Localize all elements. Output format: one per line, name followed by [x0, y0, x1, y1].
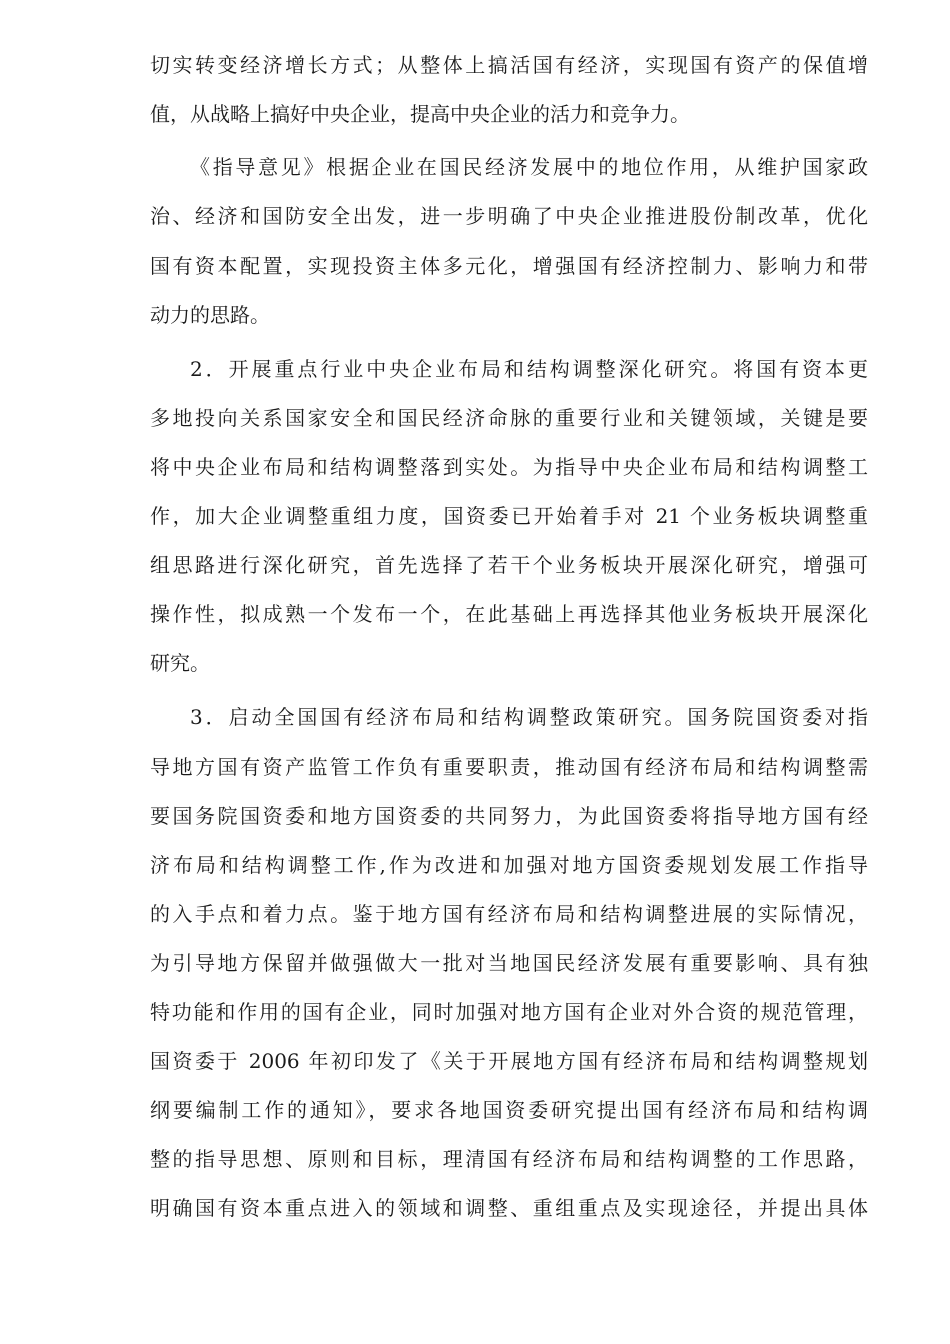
paragraph-3-line-1: 2．开展重点行业中央企业布局和结构调整深化研究。将国有资本更 [190, 357, 868, 381]
paragraph-4-line-8: 国资委于 2006 年初印发了《关于开展地方国有经济布局和结构调整规划 [150, 1049, 868, 1073]
paragraph-3-line-4: 作，加大企业调整重组力度，国资委已开始着手对 21 个业务板块调整重 [150, 504, 868, 528]
paragraph-1-line-2: 值，从战略上搞好中央企业，提高中央企业的活力和竞争力。 [150, 102, 690, 126]
paragraph-3-line-7: 研究。 [150, 651, 210, 675]
paragraph-4-line-3: 要国务院国资委和地方国资委的共同努力，为此国资委将指导地方国有经 [150, 804, 868, 828]
paragraph-4-line-11: 明确国有资本重点进入的领域和调整、重组重点及实现途径，并提出具体 [150, 1196, 868, 1220]
paragraph-4-line-9: 纲要编制工作的通知》，要求各地国资委研究提出国有经济布局和结构调 [150, 1098, 868, 1122]
paragraph-4-line-1: 3．启动全国国有经济布局和结构调整政策研究。国务院国资委对指 [190, 705, 868, 729]
paragraph-4-line-5: 的入手点和着力点。鉴于地方国有经济布局和结构调整进展的实际情况， [150, 902, 868, 926]
paragraph-2-line-3: 国有资本配置，实现投资主体多元化，增强国有经济控制力、影响力和带 [150, 254, 868, 278]
paragraph-3-line-6: 操作性，拟成熟一个发布一个，在此基础上再选择其他业务板块开展深化 [150, 602, 868, 626]
paragraph-1-line-1: 切实转变经济增长方式；从整体上搞活国有经济，实现国有资产的保值增 [150, 53, 868, 77]
paragraph-4-line-2: 导地方国有资产监管工作负有重要职责，推动国有经济布局和结构调整需 [150, 755, 868, 779]
paragraph-3-line-5: 组思路进行深化研究，首先选择了若干个业务板块开展深化研究，增强可 [150, 553, 868, 577]
paragraph-4-line-6: 为引导地方保留并做强做大一批对当地国民经济发展有重要影响、具有独 [150, 951, 868, 975]
paragraph-4-line-10: 整的指导思想、原则和目标，理清国有经济布局和结构调整的工作思路， [150, 1147, 868, 1171]
paragraph-2-line-4: 动力的思路。 [150, 303, 270, 327]
paragraph-4-line-7: 特功能和作用的国有企业，同时加强对地方国有企业对外合资的规范管理， [150, 1000, 868, 1024]
paragraph-2-line-1: 《指导意见》根据企业在国民经济发展中的地位作用，从维护国家政 [190, 155, 868, 179]
paragraph-3-line-3: 将中央企业布局和结构调整落到实处。为指导中央企业布局和结构调整工 [150, 455, 868, 479]
paragraph-2-line-2: 治、经济和国防安全出发，进一步明确了中央企业推进股份制改革，优化 [150, 204, 868, 228]
paragraph-3-line-2: 多地投向关系国家安全和国民经济命脉的重要行业和关键领域，关键是要 [150, 406, 868, 430]
paragraph-4-line-4: 济布局和结构调整工作,作为改进和加强对地方国资委规划发展工作指导 [150, 853, 868, 877]
